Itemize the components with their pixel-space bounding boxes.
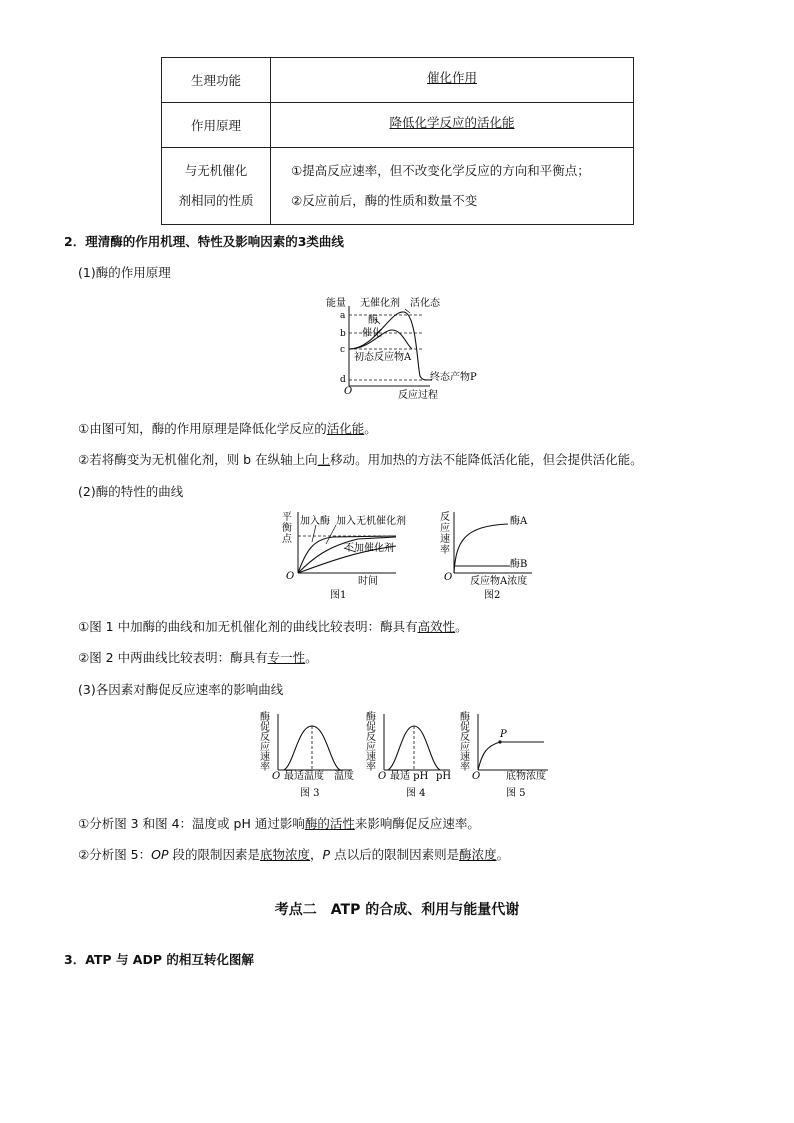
origin-label: O xyxy=(272,771,281,782)
text-run: ， xyxy=(310,847,323,862)
y-label-char: 应 xyxy=(460,742,470,753)
italic-text: P xyxy=(322,847,331,862)
text-run: 。 xyxy=(496,847,510,862)
y-label-char: 促 xyxy=(460,722,470,733)
cell-line: 剂相同的性质 xyxy=(178,193,254,208)
section-heading: 2．理清酶的作用机理、特性及影响因素的3类曲线 xyxy=(64,234,344,249)
text-run: 。 xyxy=(455,619,468,634)
table-cell-label: 作用原理 xyxy=(162,103,271,148)
y-label-char: 率 xyxy=(366,762,376,773)
x-axis-label: 时间 xyxy=(358,576,378,587)
section-title: 考点二 ATP 的合成、利用与能量代谢 xyxy=(274,902,520,918)
origin-label: O xyxy=(444,572,453,583)
answer-text: 酶的活性 xyxy=(304,816,355,831)
paragraph xyxy=(78,452,643,468)
section-heading: 3．ATP 与 ADP 的相互转化图解 xyxy=(64,952,254,967)
label-initial-reactant: 初态反应物A xyxy=(354,352,412,363)
answer-text: 底物浓度 xyxy=(260,847,311,862)
figure-caption: 图2 xyxy=(484,590,501,601)
y-label-char: 平 xyxy=(282,512,292,523)
y-tick-a: a xyxy=(340,311,346,321)
text-run: 。 xyxy=(364,421,377,436)
text-run: ②若将酶变为无机催化剂，则 b 在纵轴上向 xyxy=(78,452,318,467)
text-run: ②分析图 5： xyxy=(78,847,152,862)
y-axis-label: 能量 xyxy=(326,298,346,309)
label-final-product: 终态产物P xyxy=(430,372,477,383)
label-add-inorganic: 加入无机催化剂 xyxy=(336,516,406,527)
answer-text: 活化能 xyxy=(326,421,365,436)
answer-text: 高效性 xyxy=(417,619,456,634)
label-catalyze: 催化 xyxy=(362,328,382,339)
table-cell-value xyxy=(271,103,634,148)
y-tick-d: d xyxy=(340,375,346,385)
figure-5 xyxy=(456,710,556,802)
italic-text: OP xyxy=(151,847,169,862)
cell-line: 与无机催化 xyxy=(184,163,248,178)
y-label-char: 率 xyxy=(440,545,450,556)
y-label-char: 速 xyxy=(440,534,450,545)
y-label-char: 反 xyxy=(440,512,450,523)
figure-4 xyxy=(362,710,458,802)
text-run: 来影响酶促反应速率。 xyxy=(354,816,480,831)
y-label-char: 速 xyxy=(260,752,270,763)
y-label-char: 应 xyxy=(366,742,376,753)
y-label-char: 速 xyxy=(460,752,470,763)
y-tick-b: b xyxy=(340,329,346,339)
y-label-char: 酶 xyxy=(366,712,376,723)
answer-text: 催化作用 xyxy=(426,70,477,85)
y-label-char: 衡 xyxy=(282,523,292,534)
subheading: (2)酶的特性的曲线 xyxy=(78,484,184,499)
text-run: ①分析图 3 和图 4：温度或 pH 通过影响 xyxy=(78,816,305,831)
text-run: 移动。用加热的方法不能降低活化能，但会提供活化能。 xyxy=(330,452,643,467)
answer-text: 降低化学反应的活化能 xyxy=(389,115,515,130)
text-run: 段的限制因素是 xyxy=(168,847,261,862)
table-row xyxy=(162,148,634,225)
label-enzyme-a: 酶A xyxy=(510,516,528,527)
subheading: (3)各因素对酶促反应速率的影响曲线 xyxy=(78,682,284,697)
figure-2 xyxy=(436,506,540,604)
paragraph xyxy=(78,816,480,832)
energy-diagram xyxy=(320,292,490,402)
label-activated: 活化态 xyxy=(410,298,440,309)
enzyme-property-table xyxy=(161,57,634,225)
paragraph xyxy=(78,847,509,863)
table-row xyxy=(162,103,634,148)
table-cell-label: 生理功能 xyxy=(162,58,271,103)
table-cell-value xyxy=(271,58,634,103)
label-enzyme-b: 酶B xyxy=(510,559,528,570)
figure-caption: 图1 xyxy=(330,590,347,601)
y-label-char: 促 xyxy=(260,722,270,733)
text-run: ①图 1 中加酶的曲线和加无机催化剂的曲线比较表明：酶具有 xyxy=(78,619,418,634)
subheading: (1)酶的作用原理 xyxy=(78,265,171,280)
y-label-char: 应 xyxy=(440,523,450,534)
text-run: ①由图可知，酶的作用原理是降低化学反应的 xyxy=(78,421,327,436)
origin-label: O xyxy=(286,571,295,582)
x-axis-label: pH xyxy=(436,771,452,782)
y-label-char: 应 xyxy=(260,742,270,753)
x-axis-label: 温度 xyxy=(334,771,354,782)
origin-label: O xyxy=(344,386,353,397)
y-label-char: 酶 xyxy=(460,712,470,723)
y-label-char: 率 xyxy=(260,762,270,773)
label-add-enzyme: 加入酶 xyxy=(300,516,330,527)
x-axis-label: 反应过程 xyxy=(398,390,438,401)
point-p-label: P xyxy=(500,729,507,740)
y-label-char: 速 xyxy=(366,752,376,763)
text-run: 。 xyxy=(305,650,318,665)
figure-3 xyxy=(256,710,360,802)
y-label-char: 反 xyxy=(460,732,470,743)
cell-line: ②反应前后，酶的性质和数量不变 xyxy=(291,193,478,208)
origin-label: O xyxy=(472,771,481,782)
label-no-catalyst: 无催化剂 xyxy=(360,298,400,309)
y-label-char: 率 xyxy=(460,762,470,773)
x-axis-label: 底物浓度 xyxy=(506,771,546,782)
answer-text: 酶浓度 xyxy=(459,847,497,862)
label-enzyme: 酶 xyxy=(368,315,378,326)
cell-line: ①提高反应速率，但不改变化学反应的方向和平衡点； xyxy=(291,163,590,178)
label-optimal: 最适 pH xyxy=(390,771,429,782)
paragraph xyxy=(78,619,468,635)
y-label-char: 反 xyxy=(260,732,270,743)
y-label-char: 酶 xyxy=(260,712,270,723)
table-cell-value xyxy=(271,148,634,225)
label-optimal: 最适温度 xyxy=(284,771,324,782)
table-cell-label xyxy=(162,148,271,225)
figure-caption: 图 5 xyxy=(506,788,526,799)
text-run: 点以后的限制因素则是 xyxy=(330,847,460,862)
answer-text: 上 xyxy=(317,452,331,467)
y-label-char: 反 xyxy=(366,732,376,743)
label-no-catalyst: 不加催化剂 xyxy=(344,543,394,554)
figure-caption: 图 3 xyxy=(300,788,320,799)
origin-label: O xyxy=(378,771,387,782)
y-tick-c: c xyxy=(340,345,346,355)
text-run: ②图 2 中两曲线比较表明：酶具有 xyxy=(78,650,268,665)
y-label-char: 促 xyxy=(366,722,376,733)
paragraph xyxy=(78,421,377,437)
y-label-char: 点 xyxy=(282,534,292,545)
table-row xyxy=(162,58,634,103)
x-axis-label: 反应物A浓度 xyxy=(470,576,528,587)
figure-1 xyxy=(278,506,408,604)
paragraph xyxy=(78,650,318,666)
figure-caption: 图 4 xyxy=(406,788,426,799)
answer-text: 专一性 xyxy=(267,650,306,665)
